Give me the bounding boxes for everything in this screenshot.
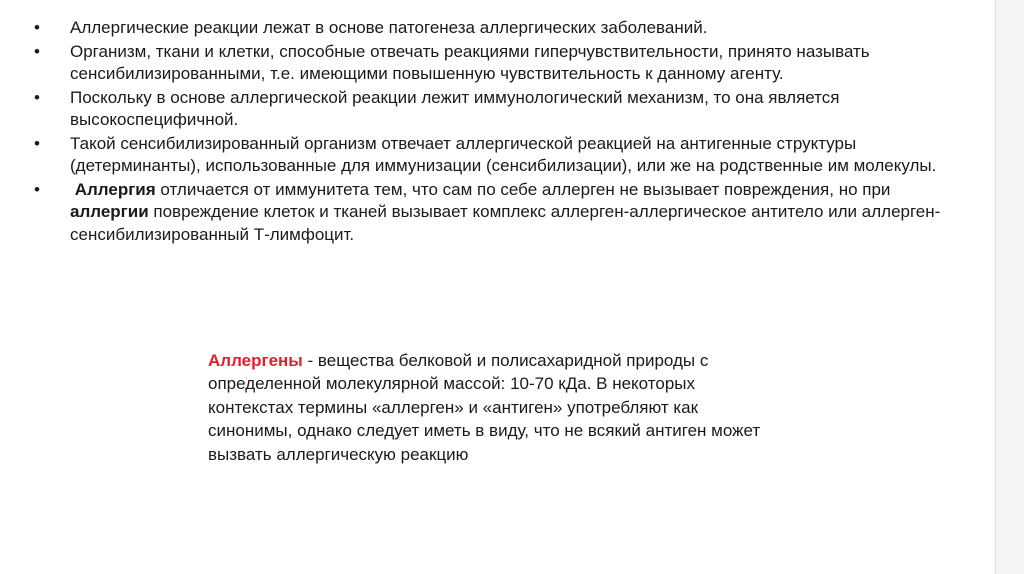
allergen-term: Аллергены — [208, 351, 303, 370]
bullet-item — [32, 17, 952, 40]
bullet-text: Организм, ткани и клетки, способные отвечать реакциями гиперчувствительности, принято называть сенсибилизированными, т.е. имеющими повышенную чувствительность к данному агенту. — [70, 41, 870, 83]
bullet-text: Аллергические реакции лежат в основе патогенеза аллергических заболеваний. — [70, 18, 708, 37]
bullet-dot-icon: • — [34, 133, 40, 153]
bullet-list — [32, 17, 952, 247]
bullet-item — [32, 87, 952, 132]
bullet-text: повреждение клеток и тканей вызывает комплекс аллерген-аллергическое антитело или аллерген-сенсибилизированный Т-лимфоцит. — [70, 202, 941, 244]
bullet-item — [32, 133, 952, 178]
allergen-definition — [208, 349, 768, 466]
right-decor-divider — [995, 0, 996, 574]
bullet-dot-icon: • — [34, 41, 40, 61]
allergy-term: Аллергия — [74, 179, 156, 199]
bullet-text: Поскольку в основе аллергической реакции лежит иммунологический механизм, то она является высокоспецифичной. — [70, 87, 840, 129]
bullet-item — [32, 179, 952, 247]
right-decor-bar — [995, 0, 1024, 574]
bullet-text: отличается от иммунитета тем, что сам по себе аллерген не вызывает повреждения, но при — [155, 179, 891, 199]
bullet-item — [32, 41, 952, 86]
bullet-dot-icon: • — [34, 18, 40, 37]
bullet-text: Такой сенсибилизированный организм отвечает аллергической реакцией на антигенные структуры (детерминанты), использованные для иммунизации (сенсибилизации), или же на родственные им молекулы. — [70, 133, 937, 175]
bullet-dot-icon: • — [34, 87, 40, 107]
bullet-dot-icon: • — [34, 179, 40, 199]
allergy-term: аллергии — [70, 202, 149, 221]
definition-body: - вещества белковой и полисахаридной природы с определенной молекулярной массой: 10-70 кДа. В некоторых контекстах термины «аллерген» и «антиген» употребляют как синонимы, однако следует иметь в виду, что не всякий антиген может вызвать аллергическую реакцию — [208, 351, 761, 464]
